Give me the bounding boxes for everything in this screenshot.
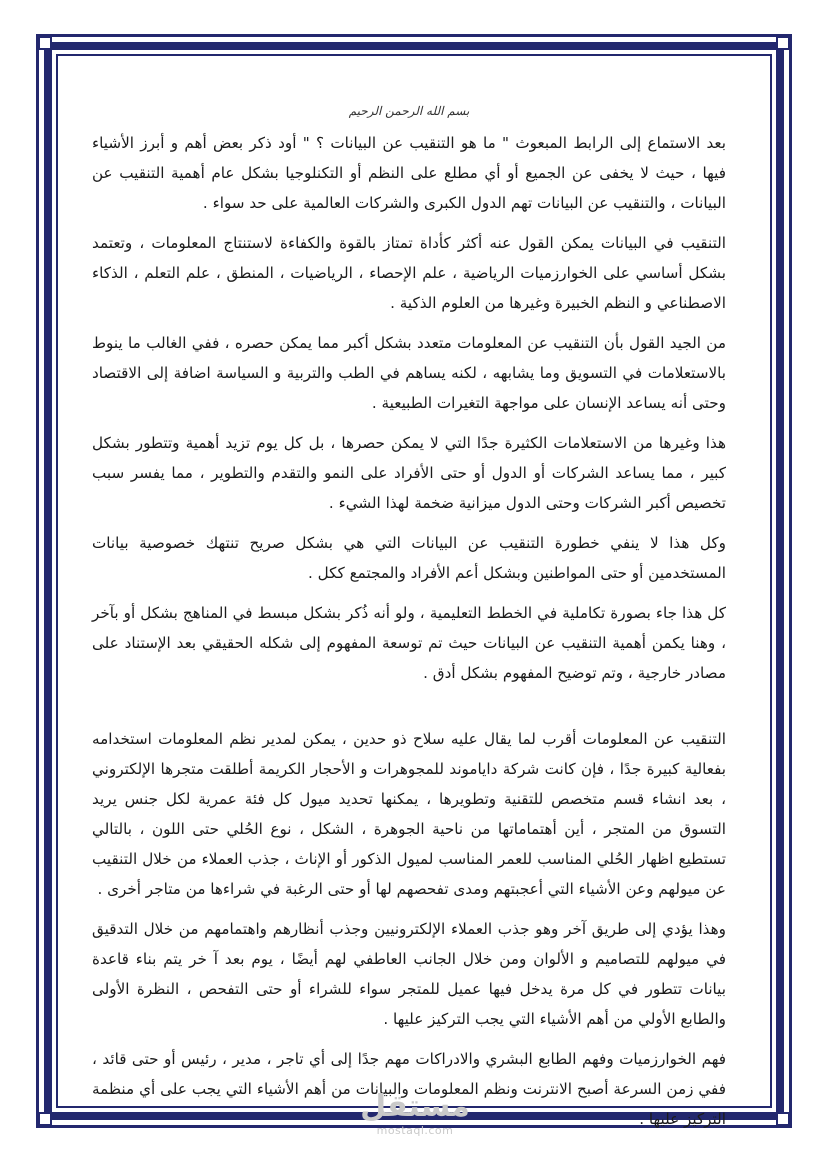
watermark-url: mostaql.com [376,1124,454,1137]
frame-corner-bottom-right [776,1112,790,1126]
paragraph-6: كل هذا جاء بصورة تكاملية في الخطط التعليمية ، ولو أنه ذُكر بشكل مبسط في المناهج بشكل أو بآخر ، وهنا يكمن أهمية التنقيب عن البيانات حيث تم توسعة المفهوم إلى شكله الحقيقي بعد الإستناد على مصادر خارجية ، وتم توضيح المفهوم بشكل أدق . [92,604,726,682]
frame-corner-top-left [38,36,52,50]
paragraph-1: بعد الاستماع إلى الرابط المبعوث " ما هو التنقيب عن البيانات ؟ " أود ذكر بعض أهم و أبرز الأشياء فيها ، حيث لا يخفى عن الجميع أو أي مطلع على النظم أو التكنلوجيا بشكل عام أهمية التنقيب عن البيانات ، والتنقيب عن البيانات تهم الدول الكبرى والشركات العالمية على حد سواء . [92,134,726,212]
paragraph-3: من الجيد القول بأن التنقيب عن المعلومات متعدد بشكل أكبر مما يمكن حصره ، ففي الغالب ما ينوط بالاستعلامات في التسويق وما يشابهه ، لكنه يساهم في الطب والتربية و السياسة اضافة إلى الاقتصاد وحتى أنه يساعد الإنسان على مواجهة التغيرات الطبيعية . [92,334,726,412]
mostaql-watermark [360,1090,470,1138]
document-body [92,100,726,1144]
paragraph-8: وهذا يؤدي إلى طريق آخر وهو جذب العملاء الإلكترونيين وجذب أنظارهم واهتمامهم من خلال التدقيق في ميولهم للتصاميم و الألوان ومن خلال الجانب العاطفي لهم أيضًا ، يوم بعد آ خر يتم بناء قاعدة بيانات تتطور في كل مرة يدخل فيها عميل للمتجر سواء للشراء أو حتى التفحص ، النظرة الأولى والطابع الأولي من أهم الأشياء التي يجب التركيز عليها . [92,920,726,1028]
paragraph-5: وكل هذا لا ينفي خطورة التنقيب عن البيانات التي هي بشكل صريح تنتهك خصوصية بيانات المستخدمين أو حتى المواطنين وبشكل أعم الأفراد والمجتمع ككل . [92,534,726,582]
frame-corner-bottom-left [38,1112,52,1126]
frame-corner-top-right [776,36,790,50]
paragraph-9: فهم الخوارزميات وفهم الطابع البشري والادراكات مهم جدًا إلى أي تاجر ، مدير ، رئيس أو حتى قائد ، ففي زمن السرعة أصبح الانترنت ونظم المعلومات والبيانات من أهم الأشياء التي يجب على أي منظمة التركيز عليها . [92,1050,726,1128]
paragraph-2: التنقيب في البيانات يمكن القول عنه أكثر كأداة تمتاز بالقوة والكفاءة لاستنتاج المعلومات ، وتعتمد بشكل أساسي على الخوارزميات الرياضية ، علم الإحصاء ، الرياضيات ، المنطق ، علم التعلم ، الذكاء الاصطناعي و النظم الخبيرة وغيرها من العلوم الذكية . [92,234,726,312]
watermark-logo: مستقل [360,1089,470,1124]
paragraph-7: التنقيب عن المعلومات أقرب لما يقال عليه سلاح ذو حدين ، يمكن لمدير نظم المعلومات استخدامه بفعالية كبيرة جدًا ، فإن كانت شركة داياموند للمجوهرات و الأحجار الكريمة أطلقت متجرها الإلكتروني ، بعد انشاء قسم متخصص للتقنية وتطويرها ، يمكنها تحديد ميول كل فئة عمرية لكل جنس يريد التسوق من المتجر ، أين أهتماماتها من ناحية الجوهرة ، الشكل ، نوع الحُلي حتى اللون ، بالتالي تستطيع اظهار الحُلي المناسب للعمر المناسب لميول الذكور أو الإناث ، جذب العملاء من خلال التنقيب عن ميولهم وعن الأشياء التي أعجبتهم ومدى تفحصهم لها أو حتى الرغبة في شراءها من متاجر أخرى . [92,730,726,898]
paragraph-4: هذا وغيرها من الاستعلامات الكثيرة جدًا التي لا يمكن حصرها ، بل كل يوم تزيد أهمية وتتطور بشكل كبير ، مما يساعد الشركات أو الدول أو حتى الأفراد على النمو والتقدم والتطوير ، مما يفسر سبب تخصيص أكبر الشركات وحتى الدول ميزانية ضخمة لهذا الشيء . [92,434,726,512]
basmala-heading: بسم الله الرحمن الرحيم [348,104,470,118]
